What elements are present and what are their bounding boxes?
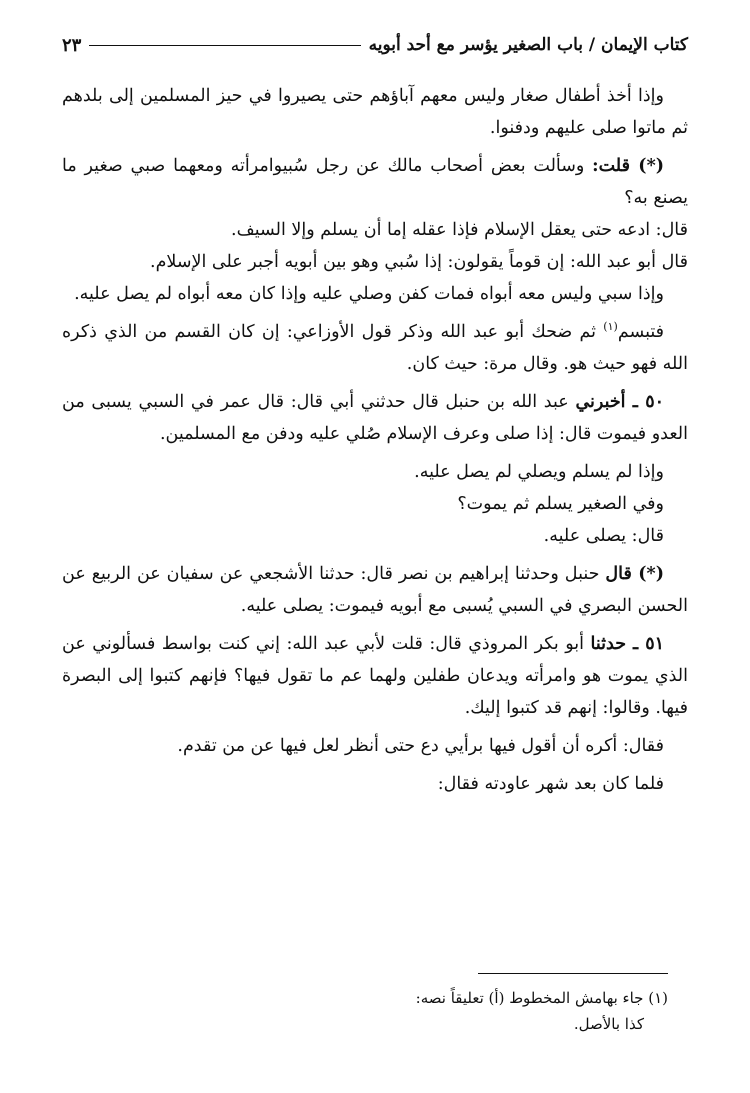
paragraph-14: فلما كان بعد شهر عاودته فقال: bbox=[437, 774, 664, 794]
footnote-separator bbox=[478, 973, 668, 974]
paragraph-6 bbox=[62, 316, 688, 380]
footnote-ref-1: (١) bbox=[603, 320, 618, 334]
paragraph-9: وفي الصغير يسلم ثم يموت؟ bbox=[457, 494, 664, 514]
paragraph-10: قال: يصلى عليه. bbox=[543, 526, 664, 546]
paragraph-6-text: ثم ضحك أبو عبد الله وذكر قول الأوزاعي: إن كان القسم من الذي ذكره الله فهو حيث هو. وقال مرة: حيث كان. bbox=[62, 322, 688, 374]
running-header bbox=[62, 30, 688, 60]
paragraph-2-text: وسألت بعض أصحاب مالك عن رجل سُبيوامرأته ومعهما صبي صغير ما يصنع به؟ bbox=[62, 156, 688, 208]
footnote-1: (١) جاء بهامش المخطوط (أ) تعليقاً نصه: bbox=[415, 989, 668, 1007]
paragraph-8: وإذا لم يسلم ويصلي لم يصل عليه. bbox=[414, 462, 664, 482]
paragraph-1: وإذا أخذ أطفال صغار وليس معهم آباؤهم حتى يصيروا في حيز المسلمين إلى بلدهم ثم ماتوا صلى عليهم ودفنوا. bbox=[62, 86, 688, 138]
paragraph-7-text: عبد الله بن حنبل قال حدثني أبي قال: قال عمر في السبي يسبى من العدو فيموت قال: إذا صلى وعرف الإسلام صُلي عليه ودفن مع المسلمين. bbox=[62, 392, 688, 444]
page-number: ٢٣ bbox=[62, 34, 82, 56]
paragraph-12-text: أبو بكر المروذي قال: قلت لأبي عبد الله: إني كنت بواسط فسألوني عن الذي يموت هو وامرأته ويدعان طفلين ولهما عم ما تقول فيها؟ فإنهم كتبوا إلى البصرة فيها. وقالوا: إنهم قد كتبوا إليك. bbox=[62, 634, 688, 718]
paragraph-7 bbox=[62, 386, 688, 450]
paragraph-11-text: حنبل وحدثنا إبراهيم بن نصر قال: حدثنا الأشجعي عن سفيان عن الربيع عن الحسن البصري في السبي يُسبى مع أبويه فيموت: يصلى عليه. bbox=[62, 564, 688, 616]
paragraph-11 bbox=[62, 558, 688, 622]
paragraph-12-lead: ٥١ ـ حدثنا bbox=[590, 634, 664, 654]
paragraph-2-lead: (*) قلت: bbox=[592, 156, 665, 176]
header-rule bbox=[89, 45, 360, 46]
paragraph-12 bbox=[62, 628, 688, 724]
header-title: كتاب الإيمان / باب الصغير يؤسر مع أحد أبويه bbox=[368, 35, 688, 55]
paragraph-5: وإذا سبي وليس معه أبواه فمات كفن وصلي عليه وإذا كان معه أبواه لم يصل عليه. bbox=[74, 284, 664, 304]
paragraph-7-lead: ٥٠ ـ أخبرني bbox=[575, 392, 664, 412]
footnote-1-continuation: كذا بالأصل. bbox=[573, 1015, 644, 1033]
paragraph-3: قال: ادعه حتى يعقل الإسلام فإذا عقله إما أن يسلم وإلا السيف. bbox=[231, 220, 688, 240]
paragraph-4: قال أبو عبد الله: إن قوماً يقولون: إذا سُبي وهو بين أبويه أجبر على الإسلام. bbox=[150, 252, 688, 272]
paragraph-2 bbox=[62, 150, 688, 214]
main-text bbox=[62, 80, 688, 806]
paragraph-13: فقال: أكره أن أقول فيها برأيي دع حتى أنظر لعل فيها عن من تقدم. bbox=[177, 736, 664, 756]
paragraph-11-lead: (*) قال bbox=[605, 564, 664, 584]
footnotes bbox=[62, 985, 668, 1037]
paragraph-6-start: فتبسم bbox=[617, 322, 664, 342]
